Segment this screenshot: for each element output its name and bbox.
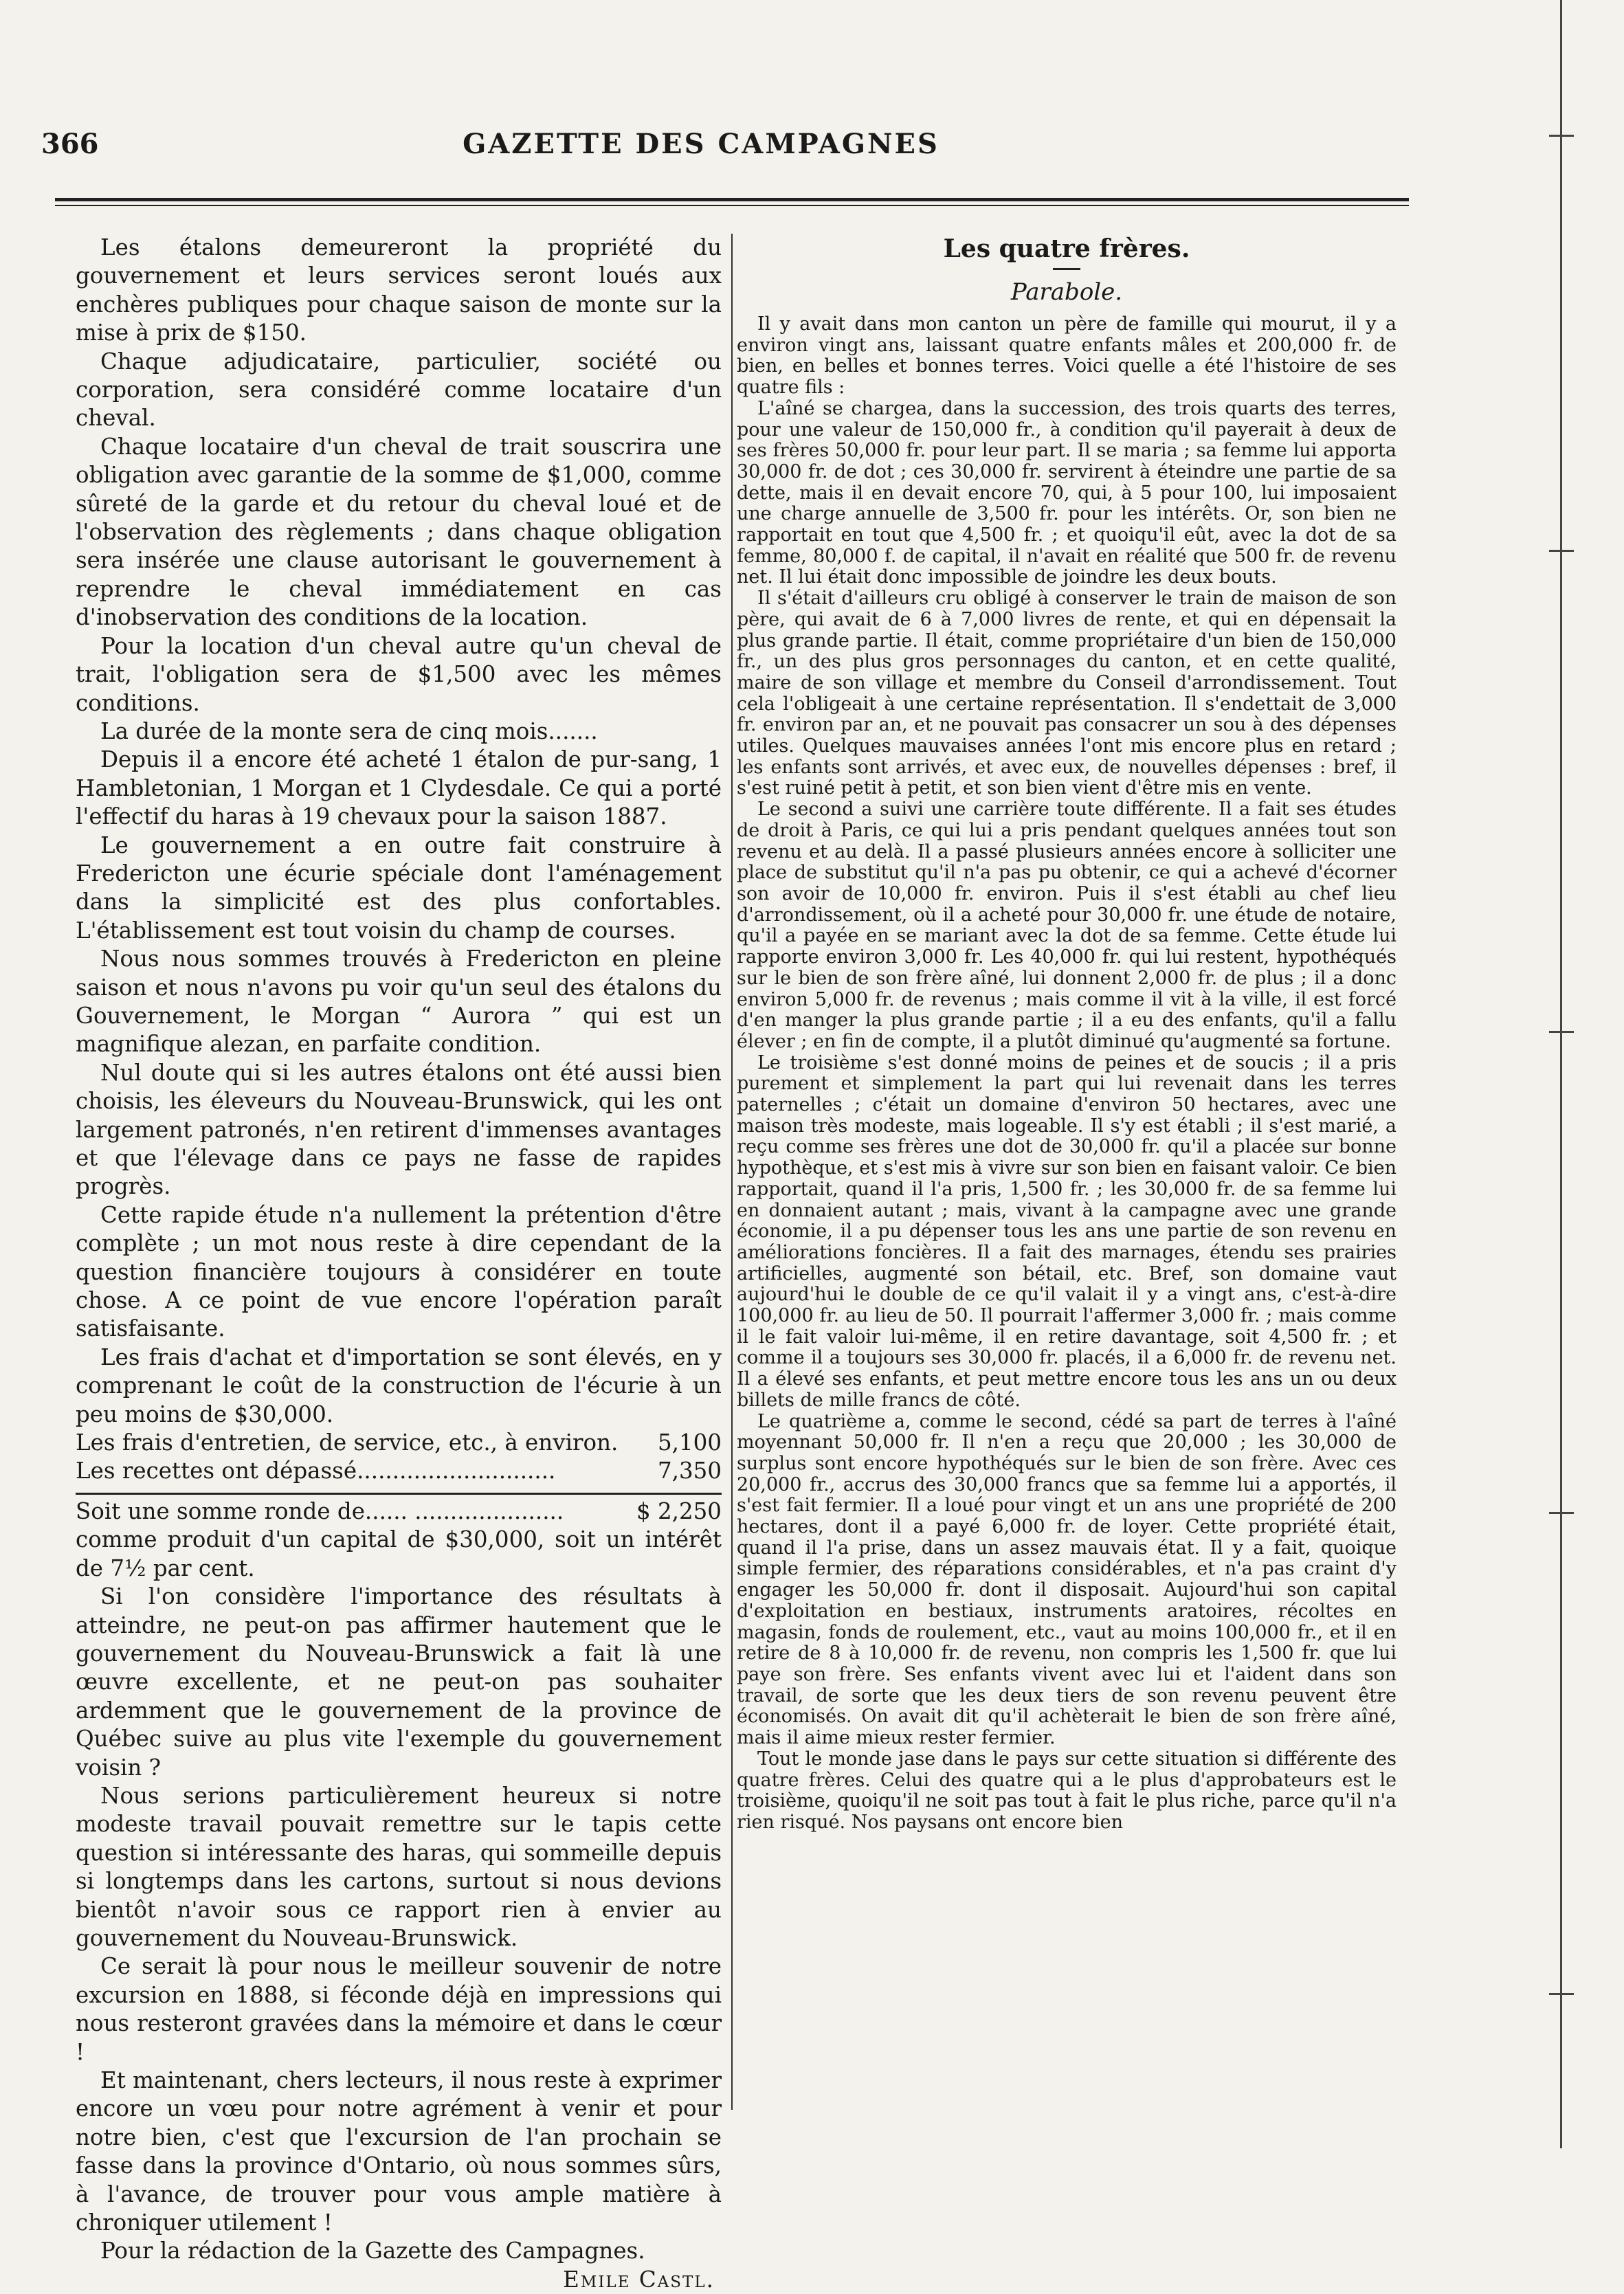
sum-rule: [76, 1493, 722, 1495]
margin-tick: [1549, 1512, 1574, 1514]
paragraph: Tout le monde jase dans le pays sur cette situation si différente des quatre frères. Celui des quatre qui a le plus d'approbateurs est le troisième, quoiqu'il ne soit pas tout à fait le plus riche, parce qu'il n'a rien risqué. Nos paysans ont encore bien: [737, 1748, 1397, 1833]
right-column: [737, 234, 1397, 1834]
paragraph: Depuis il a encore été acheté 1 étalon de pur-sang, 1 Hambletonian, 1 Morgan et 1 Clydesdale. Ce qui a porté l'effectif du haras à 19 chevaux pour la saison 1887.: [76, 746, 722, 830]
paragraph: Il s'était d'ailleurs cru obligé à conserver le train de maison de son père, qui avait de 6 à 7,000 livres de rente, et qui en dépensait la plus grande partie. Il était, comme propriétaire d'un bien de 150,000 fr., un des plus gros personnages du canton, et en cette qualité, maire de son village et membre du Conseil d'arrondissement. Tout cela l'obligeait à une certaine représentation. Il s'endettait de 3,000 fr. environ par an, et ne pouvait pas consacrer un sou à des dépenses utiles. Quelques mauvaises années l'ont mis encore plus en retard ; les enfants sont arrivés, et avec eux, de nouvelles dépenses : bref, il s'est ruiné petit à petit, et son bien vient d'être mis en vente.: [737, 588, 1397, 799]
margin-tick: [1549, 550, 1574, 552]
paragraph: Le quatrième a, comme le second, cédé sa part de terres à l'aîné moyennant 50,000 fr. Il n'en a reçu que 20,000 ; les 30,000 de surplus sont encore hypothéqués sur le bien de son frère. Avec ces 20,000 fr., accrus des 30,000 francs que sa femme lui a apportés, il s'est fait fermier. Il a loué pour vingt et un ans une propriété de 200 hectares, dont il a payé 6,000 fr. de loyer. Cette propriété était, quand il l'a prise, dans un assez mauvais état. Il y a fait, quoique simple fermier, des réparations considérables, et n'a pas craint d'y engager les 50,000 fr. dont il disposait. Aujourd'hui son capital d'exploitation en bestiaux, instruments aratoires, récoltes en magasin, fonds de roulement, etc., vaut au moins 100,000 fr., et il en retire de 8 à 10,000 fr. de revenu, non compris les 1,500 fr. que lui paye son frère. Ses enfants vivent avec lui et l'aident dans son travail, de sorte que les deux tiers de son revenu peuvent être économisés. On avait dit qu'il achèterait le bien de son frère aîné, mais il aime mieux rester fermier.: [737, 1410, 1397, 1749]
total-row: [76, 1497, 722, 1526]
accounts-table: [76, 1429, 722, 1486]
paragraph: Le second a suivi une carrière toute différente. Il a fait ses études de droit à Paris, ce qui lui a pris pendant quelques années tout son revenu et au delà. Il a passé plusieurs années encore à solliciter une place de substitut qu'il n'a pas pu obtenir, ce qui a achevé d'écorner son avoir de 10,000 fr. environ. Puis il s'est établi au chef lieu d'arrondissement, où il a acheté pour 30,000 fr. une étude de notaire, qu'il a payée en se mariant avec la dot de sa femme. Cette étude lui rapporte environ 3,000 fr. Les 40,000 fr. qui lui restent, hypothéqués sur le bien de son frère aîné, lui donnent 2,000 fr. de plus ; il a donc environ 5,000 fr. de revenus ; mais comme il vit à la ville, il est forcé d'en manger la plus grande partie ; il a eu des enfants, qu'il a fallu élever ; en fin de compte, il a plutôt diminué qu'augmenté sa fortune.: [737, 799, 1397, 1052]
margin-tick: [1549, 1031, 1574, 1033]
paragraph: La durée de la monte sera de cinq mois.......: [100, 717, 598, 744]
account-label: Les recettes ont dépassé............................: [76, 1458, 556, 1484]
header-rule: [55, 198, 1409, 201]
paragraph: Nous nous sommes trouvés à Fredericton en pleine saison et nous n'avons pu voir qu'un seul des étalons du Gouvernement, le Morgan “ Aurora ” qui est un magnifique alezan, en parfaite condition.: [76, 946, 722, 1058]
account-amount: 5,100: [657, 1429, 722, 1456]
running-title: GAZETTE DES CAMPAGNES: [463, 128, 939, 160]
margin-tick: [1549, 1993, 1574, 1995]
column-divider: [731, 234, 733, 2110]
article-subtitle: Parabole.: [1010, 278, 1123, 306]
account-amount: 7,350: [657, 1458, 722, 1484]
paragraph: Les frais d'achat et d'importation se sont élevés, en y comprenant le coût de la construction de l'écurie à un peu moins de $30,000.: [76, 1344, 722, 1427]
signature: Emile Castl.: [563, 2266, 715, 2293]
paragraph: comme produit d'un capital de $30,000, soit un intérêt de 7½ par cent.: [76, 1526, 722, 1581]
paragraph: Nul doute qui si les autres étalons ont été aussi bien choisis, les éleveurs du Nouveau-Brunswick, qui les ont largement patronés, n'en retirent d'immenses avantages et que l'élevage dans ce pays ne fasse de rapides progrès.: [76, 1059, 722, 1200]
paragraph: Chaque locataire d'un cheval de trait souscrira une obligation avec garantie de la somme de $1,000, comme sûreté de la garde et du retour du cheval loué et de l'observation des règlements ; dans chaque obligation sera insérée une clause autorisant le gouvernement à reprendre le cheval immédiatement en cas d'inobservation des conditions de la location.: [76, 433, 722, 631]
paragraph: L'aîné se chargea, dans la succession, des trois quarts des terres, pour une valeur de 150,000 fr., à condition qu'il payerait à deux de ses frères 50,000 fr. pour leur part. Il se maria ; sa femme lui apporta 30,000 fr. de dot ; ces 30,000 fr. servirent à éteindre une partie de sa dette, mais il en devait encore 70, qui, à 5 pour 100, lui imposaient une charge annuelle de 3,500 fr. pour les intérêts. Or, son bien ne rapportait en tout que 4,500 fr. ; et quoiqu'il eût, avec la dot de sa femme, 80,000 f. de capital, il n'avait en réalité que 500 fr. de revenu net. Il lui était donc impossible de joindre les deux bouts.: [737, 397, 1397, 588]
left-column: [76, 234, 722, 2294]
total-amount: $ 2,250: [636, 1497, 722, 1524]
paragraph: Et maintenant, chers lecteurs, il nous reste à exprimer encore un vœu pour notre agrément à venir et pour notre bien, c'est que l'excursion de l'an prochain se fasse dans la province d'Ontario, où nous sommes sûrs, à l'avance, de trouver pour vous ample matière à chroniquer utilement !: [76, 2067, 722, 2236]
paragraph: Il y avait dans mon canton un père de famille qui mourut, il y a environ vingt ans, laissant quatre enfants mâles et 200,000 fr. de bien, en belles et bonnes terres. Voici quelle a été l'histoire de ses quatre fils :: [737, 313, 1397, 399]
paragraph: Chaque adjudicataire, particulier, société ou corporation, sera considéré comme locataire d'un cheval.: [76, 348, 722, 432]
paragraph: Nous serions particulièrement heureux si notre modeste travail pouvait remettre sur le tapis cette question si intéressante des haras, qui sommeille depuis si longtemps dans les cartons, surtout si nous devions bientôt n'avoir sous ce rapport rien à envier au gouvernement du Nouveau-Brunswick.: [76, 1782, 722, 1951]
paragraph: Pour la location d'un cheval autre qu'un cheval de trait, l'obligation sera de $1,500 avec les mêmes conditions.: [76, 632, 722, 716]
header-rule-thin: [55, 205, 1409, 206]
paragraph: Ce serait là pour nous le meilleur souvenir de notre excursion en 1888, si féconde déjà en impressions qui nous resteront gravées dans la mémoire et dans le cœur !: [76, 1953, 722, 2065]
paragraph: Si l'on considère l'importance des résultats à atteindre, ne peut-on pas affirmer hautement que le gouvernement du Nouveau-Brunswick a fait là une œuvre excellente, et ne peut-on pas souhaiter ardemment que le gouvernement de la province de Québec suive au plus vite l'exemple du gouvernement voisin ?: [76, 1583, 722, 1781]
total-table: [76, 1497, 722, 1526]
margin-tick: [1549, 135, 1574, 137]
paragraph: Les étalons demeureront la propriété du gouvernement et leurs services seront loués aux enchères publiques pour chaque saison de monte sur la mise à prix de $150.: [76, 234, 722, 346]
signoff: Pour la rédaction de la Gazette des Campagnes.: [100, 2238, 645, 2264]
page-number: 366: [41, 128, 99, 160]
paragraph: Cette rapide étude n'a nullement la prétention d'être complète ; un mot nous reste à dire cependant de la question financière toujours à considérer en toute chose. A ce point de vue encore l'opération paraît satisfaisante.: [76, 1201, 722, 1342]
paragraph: Le gouvernement a en outre fait construire à Fredericton une écurie spéciale dont l'aménagement dans la simplicité est des plus confortables. L'établissement est tout voisin du champ de courses.: [76, 832, 722, 944]
right-margin-rule: [1560, 0, 1562, 2148]
title-dash: [1053, 268, 1080, 270]
paragraph: Le troisième s'est donné moins de peines et de soucis ; il a pris purement et simplement la part qui lui revenait dans les terres paternelles ; c'était un domaine d'environ 50 hectares, avec une maison très modeste, mais logeable. Il s'y est établi ; il s'est marié, a reçu comme ses frères une dot de 30,000 fr. qu'il a placée sur bonne hypothèque, et s'est mis à vivre sur son bien en faisant valoir. Ce bien rapportait, quand il l'a pris, 1,500 fr. ; les 30,000 fr. de sa femme lui en donnaient autant ; mais, vivant à la campagne avec une grande économie, il a pu dépenser tous les ans une partie de son revenu en améliorations foncières. Il a fait des marnages, étendu ses prairies artificielles, augmenté son bétail, etc. Bref, son domaine vaut aujourd'hui le double de ce qu'il valait il y a vingt ans, c'est-à-dire 100,000 fr. au lieu de 50. Il pourrait l'affermer 3,000 fr. ; mais comme il le fait valoir lui-même, il en retire davantage, soit 4,500 fr. ; et comme il a toujours ses 30,000 fr. placés, il a 6,000 fr. de revenu net. Il a élevé ses enfants, et peut mettre encore tous les ans un ou deux billets de mille francs de côté.: [737, 1051, 1397, 1411]
account-row: [76, 1429, 722, 1457]
total-label: Soit une somme ronde de...... .....................: [76, 1497, 564, 1524]
account-label: Les frais d'entretien, de service, etc., à environ.: [76, 1429, 619, 1456]
article-title: Les quatre frères.: [943, 234, 1190, 263]
account-row: [76, 1457, 722, 1485]
